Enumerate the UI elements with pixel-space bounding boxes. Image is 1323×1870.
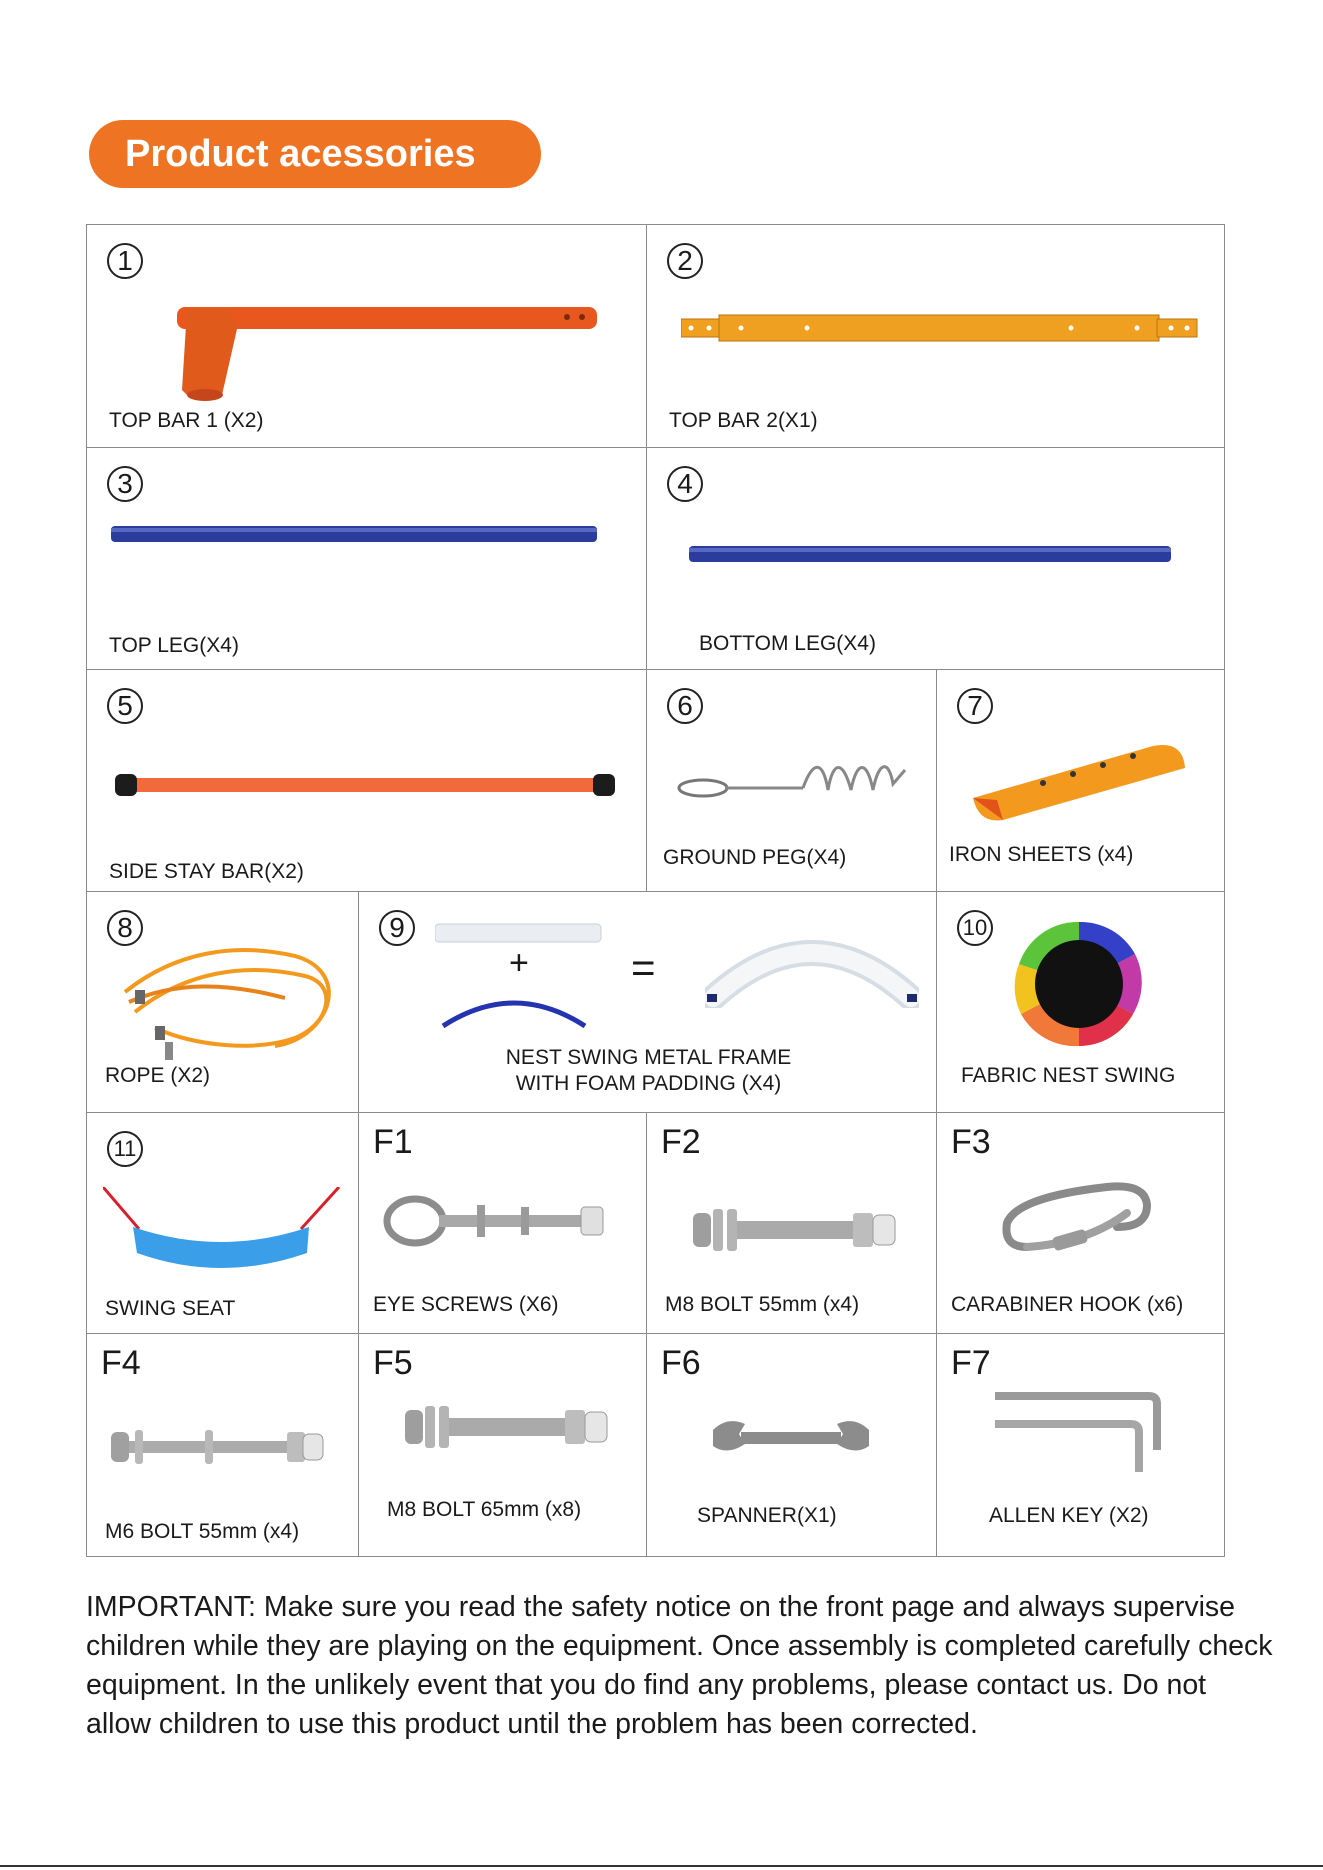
part-cell-11 (86, 1112, 359, 1334)
top-leg-illustration (111, 524, 601, 548)
part-label: SWING SEAT (105, 1297, 236, 1320)
spanner-illustration (713, 1416, 873, 1466)
part-cell-9 (358, 891, 937, 1113)
part-number: 1 (107, 243, 143, 279)
part-cell-F7 (936, 1333, 1225, 1557)
section-title-badge (89, 120, 541, 188)
part-number: 5 (107, 688, 143, 724)
allen-key-illustration (995, 1390, 1175, 1480)
side-stay-bar-illustration (115, 772, 615, 802)
metal-frame-illustration (439, 990, 589, 1030)
fabric-nest-swing-illustration (997, 914, 1167, 1054)
padded-frame-illustration (705, 928, 919, 1008)
part-number: 11 (107, 1131, 143, 1167)
part-label: TOP BAR 1 (X2) (109, 409, 264, 432)
part-number: 8 (107, 910, 143, 946)
part-cell-F3 (936, 1112, 1225, 1334)
part-label: TOP LEG(X4) (109, 634, 239, 657)
top-bar-1-illustration (127, 295, 607, 405)
part-cell-1 (86, 224, 647, 448)
part-label: M6 BOLT 55mm (x4) (105, 1520, 300, 1543)
part-number: F4 (101, 1344, 141, 1382)
part-number: F2 (661, 1123, 701, 1161)
important-note: IMPORTANT: Make sure you read the safety notice on the front page and always supervise children while they are playing on the equipment. Once assembly is completed carefully check equipment. In the unlikely event that you do find any problems, please contact us. Do not allow children to use this product until the problem has been corrected. (86, 1591, 1273, 1740)
part-label: ALLEN KEY (X2) (989, 1504, 1149, 1527)
rope-illustration (115, 942, 355, 1062)
part-cell-10 (936, 891, 1225, 1113)
eye-screw-illustration (381, 1191, 611, 1251)
bottom-rule (0, 1865, 1323, 1867)
part-number: F7 (951, 1344, 991, 1382)
part-label: BOTTOM LEG(X4) (699, 632, 876, 655)
part-cell-6 (646, 669, 937, 892)
part-cell-8 (86, 891, 359, 1113)
part-label: SIDE STAY BAR(X2) (109, 860, 304, 883)
part-cell-F1 (358, 1112, 647, 1334)
part-cell-F2 (646, 1112, 937, 1334)
part-cell-3 (86, 447, 647, 670)
equals-sign: = (631, 944, 656, 991)
m6-bolt-55-illustration (111, 1422, 331, 1472)
foam-padding-illustration (435, 922, 605, 946)
swing-seat-illustration (103, 1187, 343, 1277)
part-number: 2 (667, 243, 703, 279)
part-number: F5 (373, 1344, 413, 1382)
part-number: 3 (107, 466, 143, 502)
ground-peg-illustration (673, 750, 923, 810)
part-number: 6 (667, 688, 703, 724)
m8-bolt-65-illustration (405, 1402, 615, 1452)
part-cell-F5 (358, 1333, 647, 1557)
part-label: CARABINER HOOK (x6) (951, 1293, 1184, 1316)
part-number: F6 (661, 1344, 701, 1382)
part-number: 10 (957, 910, 993, 946)
bottom-leg-illustration (689, 544, 1179, 568)
part-label-line-1: NEST SWING METAL FRAME (505, 1046, 792, 1069)
part-label: GROUND PEG(X4) (663, 846, 847, 869)
m8-bolt-55-illustration (693, 1205, 903, 1255)
part-label: TOP BAR 2(X1) (669, 409, 818, 432)
part-number: 9 (379, 910, 415, 946)
part-label: ROPE (X2) (105, 1064, 211, 1087)
plus-sign: + (509, 944, 529, 982)
iron-sheets-illustration (973, 728, 1213, 828)
top-bar-2-illustration (681, 311, 1201, 351)
part-cell-4 (646, 447, 1225, 670)
part-cell-F4 (86, 1333, 359, 1557)
part-label-line-2: WITH FOAM PADDING (X4) (515, 1072, 782, 1095)
part-cell-5 (86, 669, 647, 892)
part-number: F1 (373, 1123, 413, 1161)
part-label: M8 BOLT 55mm (x4) (665, 1293, 860, 1316)
section-title: Product acessories (125, 133, 476, 175)
part-number: 7 (957, 688, 993, 724)
part-label: SPANNER(X1) (697, 1504, 837, 1527)
part-cell-7 (936, 669, 1225, 892)
part-label: EYE SCREWS (X6) (373, 1293, 559, 1316)
part-label: FABRIC NEST SWING (961, 1064, 1176, 1087)
part-label: IRON SHEETS (x4) (949, 843, 1134, 866)
part-number: 4 (667, 466, 703, 502)
parts-table (86, 224, 1225, 1557)
carabiner-hook-illustration (997, 1177, 1157, 1267)
part-label: M8 BOLT 65mm (x8) (387, 1498, 582, 1521)
part-cell-F6 (646, 1333, 937, 1557)
part-number: F3 (951, 1123, 991, 1161)
part-cell-2 (646, 224, 1225, 448)
